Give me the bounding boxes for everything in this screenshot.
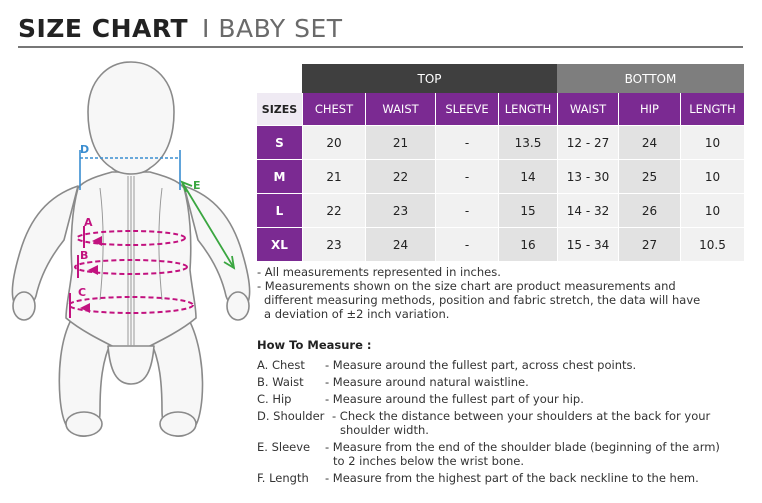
- table-cell: 25: [618, 159, 680, 193]
- header-sleeve: SLEEVE: [435, 93, 498, 125]
- label-a: A: [84, 216, 93, 229]
- size-table: [257, 64, 744, 261]
- label-d: D: [80, 143, 90, 156]
- table-cell: 10: [680, 159, 744, 193]
- how-to-label: D. Shoulder: [257, 409, 325, 423]
- table-cell: -: [435, 159, 498, 193]
- title-divider: [18, 46, 743, 48]
- table-cell: 22: [302, 193, 365, 227]
- label-b: B: [80, 249, 89, 262]
- header-chest: CHEST: [302, 93, 365, 125]
- measurement-notes: [257, 265, 700, 321]
- table-cell: 24: [365, 227, 435, 261]
- how-to-item: [257, 440, 752, 468]
- table-cell: 20: [302, 125, 365, 159]
- table-cell: 12 - 27: [557, 125, 618, 159]
- note-line: - Measurements shown on the size chart are product measurements and: [257, 279, 676, 293]
- baby-measurement-diagram: [0, 55, 255, 500]
- table-cell: -: [435, 125, 498, 159]
- note-line: different measuring methods, position and fabric stretch, the data will have: [264, 293, 701, 307]
- header-top-length: LENGTH: [498, 93, 557, 125]
- size-cell: L: [257, 193, 302, 227]
- how-to-desc: - Measure from the highest part of the back neckline to the hem.: [325, 471, 699, 485]
- table-cell: 10.5: [680, 227, 744, 261]
- table-cell: 23: [365, 193, 435, 227]
- table-cell: 10: [680, 125, 744, 159]
- table-cell: -: [435, 193, 498, 227]
- table-cell: 26: [618, 193, 680, 227]
- table-cell: 14 - 32: [557, 193, 618, 227]
- how-to-item: [257, 409, 752, 437]
- how-to-desc: - Measure around the fullest part, across chest points.: [325, 358, 637, 372]
- right-hand: [227, 292, 249, 320]
- how-to-item: [257, 375, 752, 389]
- table-cell: 14: [498, 159, 557, 193]
- how-to-label: A. Chest: [257, 358, 305, 372]
- right-foot: [160, 412, 196, 436]
- table-cell: 22: [365, 159, 435, 193]
- how-to-item: [257, 392, 752, 406]
- group-header-top: TOP: [302, 64, 557, 93]
- table-cell: 21: [302, 159, 365, 193]
- note-line: - All measurements represented in inches.: [257, 265, 501, 279]
- table-cell: 27: [618, 227, 680, 261]
- group-header-bottom: BOTTOM: [557, 64, 744, 93]
- how-to-label: C. Hip: [257, 392, 292, 406]
- table-corner: [257, 64, 302, 93]
- size-cell: S: [257, 125, 302, 159]
- right-arm: [184, 186, 250, 308]
- left-foot: [66, 412, 102, 436]
- how-to-item: [257, 358, 752, 372]
- table-header-row: [257, 93, 744, 125]
- table-row: [257, 193, 744, 227]
- header-sizes: SIZES: [257, 93, 302, 125]
- how-to-desc: - Check the distance between your shoulders at the back for your: [332, 409, 711, 423]
- how-to-label: B. Waist: [257, 375, 304, 389]
- diaper: [108, 346, 154, 384]
- page-title: [18, 14, 343, 46]
- table-row: [257, 227, 744, 261]
- left-arm: [12, 186, 78, 308]
- header-top-waist: WAIST: [365, 93, 435, 125]
- header-bottom-waist: WAIST: [557, 93, 618, 125]
- size-cell: XL: [257, 227, 302, 261]
- how-to-measure: [257, 338, 752, 485]
- label-c: C: [78, 286, 87, 299]
- table-cell: -: [435, 227, 498, 261]
- how-to-desc: - Measure around the fullest part of your hip.: [325, 392, 584, 406]
- table-cell: 24: [618, 125, 680, 159]
- table-cell: 10: [680, 193, 744, 227]
- label-e: E: [193, 179, 201, 192]
- how-to-desc: - Measure from the end of the shoulder blade (beginning of the arm): [325, 440, 720, 454]
- table-cell: 23: [302, 227, 365, 261]
- table-cell: 21: [365, 125, 435, 159]
- title-sub: I BABY SET: [202, 14, 343, 43]
- how-to-desc-cont: to 2 inches below the wrist bone.: [333, 454, 525, 468]
- table-cell: 15 - 34: [557, 227, 618, 261]
- how-to-desc-cont: shoulder width.: [340, 423, 429, 437]
- header-hip: HIP: [618, 93, 680, 125]
- table-cell: 15: [498, 193, 557, 227]
- title-main: SIZE CHART: [18, 14, 189, 43]
- left-hand: [13, 292, 35, 320]
- how-to-desc: - Measure around natural waistline.: [325, 375, 529, 389]
- how-to-label: E. Sleeve: [257, 440, 311, 454]
- table-cell: 13 - 30: [557, 159, 618, 193]
- how-to-title: How To Measure :: [257, 338, 372, 352]
- size-cell: M: [257, 159, 302, 193]
- table-row: [257, 125, 744, 159]
- note-line: a deviation of ±2 inch variation.: [264, 307, 450, 321]
- how-to-item: [257, 471, 752, 485]
- table-cell: 13.5: [498, 125, 557, 159]
- header-bottom-length: LENGTH: [680, 93, 744, 125]
- table-row: [257, 159, 744, 193]
- table-cell: 16: [498, 227, 557, 261]
- how-to-label: F. Length: [257, 471, 309, 485]
